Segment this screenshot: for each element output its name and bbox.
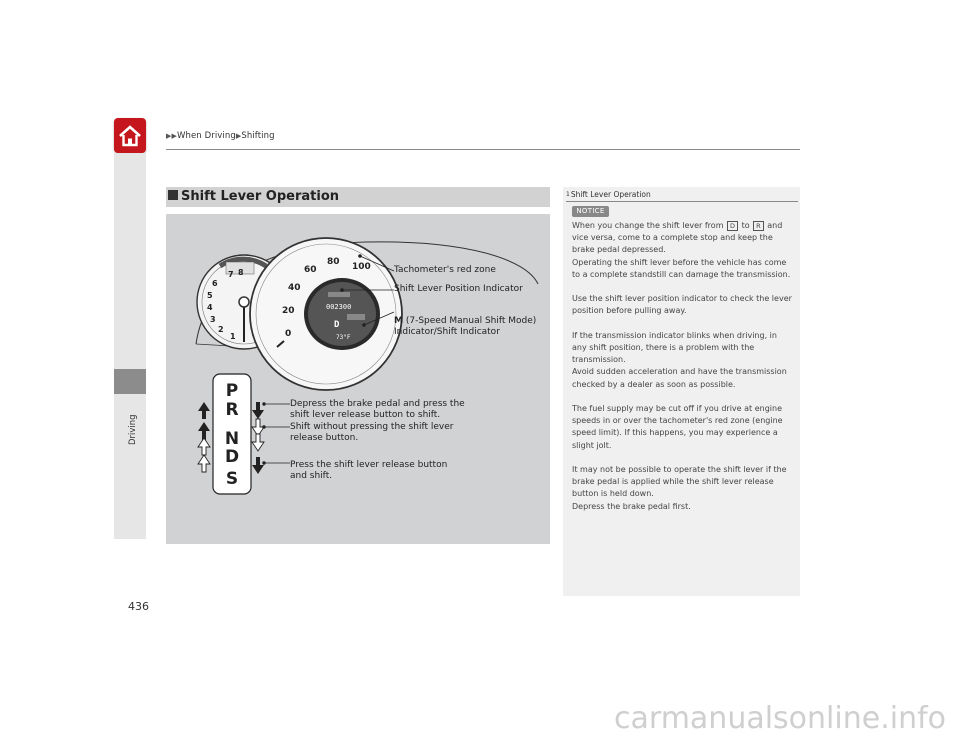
callout-red-zone: Tachometer's red zone [394, 265, 496, 275]
notice-text: and vice versa, come to a complete stop and keep the brake pedal depressed. [572, 221, 783, 255]
shift-arrow-icons-right [252, 402, 264, 474]
notice-paragraph-2: Operating the shift lever before the vehicle has come to a complete standstill can damage the transmission. [572, 257, 791, 279]
speed-number: 60 [304, 265, 317, 275]
gear-letter: D [224, 447, 240, 467]
gear-letter: S [225, 469, 239, 489]
callout-position-indicator: Shift Lever Position Indicator [394, 284, 523, 294]
temperature-readout: 73°F [336, 334, 351, 341]
home-icon [114, 118, 146, 153]
gear-letter: N [224, 429, 240, 449]
tach-number: 1 [230, 332, 236, 341]
notice-text: When you change the shift lever from [572, 221, 727, 230]
tach-number: 6 [212, 279, 218, 288]
speed-number: 0 [285, 329, 292, 339]
odometer-readout: 002300 [326, 303, 352, 311]
section-square-icon [168, 190, 178, 200]
watermark: carmanualsonline.info [614, 701, 946, 736]
side-tab-label[interactable]: Driving [128, 414, 138, 445]
note-text: If the transmission indicator blinks when driving, in any shift position, there is a problem with the transmission. [572, 330, 777, 365]
callout-press-release [290, 460, 447, 482]
header-divider [166, 149, 800, 150]
note-paragraph-4 [572, 464, 794, 513]
notice-badge: NOTICE [572, 206, 609, 217]
callout-line: Shift without pressing the shift lever [290, 422, 454, 432]
breadcrumb-link-when-driving[interactable]: When Driving [176, 131, 236, 141]
key-r: R [753, 221, 764, 231]
note-text: It may not be possible to operate the shift lever if the brake pedal is applied while the shift lever release button is held down. [572, 465, 787, 499]
note-marker-icon: 1 [566, 191, 570, 198]
key-d: D [727, 221, 738, 231]
tach-number: 5 [207, 291, 213, 300]
note-body [572, 220, 794, 525]
note-heading [566, 190, 651, 199]
notice-paragraph [572, 220, 794, 257]
callout-m-text: (7-Speed Manual Shift Mode) [402, 316, 537, 326]
callout-m-indicator [394, 316, 536, 338]
callout-m-text-line2: Indicator/Shift Indicator [394, 327, 500, 337]
callout-line: shift lever release button to shift. [290, 410, 441, 420]
tach-number: 7 [228, 270, 234, 279]
callout-line: Press the shift lever release button [290, 460, 448, 470]
callout-depress-brake [290, 399, 465, 421]
note-paragraph-3: The fuel supply may be cut off if you drive at engine speeds in or over the tachometer's red zone (engine speed limit). If this happens, you may experience a slight jolt. [572, 404, 783, 450]
figure-panel [166, 214, 550, 544]
breadcrumb-arrow-icon: ▶ [235, 132, 242, 140]
side-tab [114, 153, 146, 539]
speed-number: 20 [282, 306, 295, 316]
note-heading-text: Shift Lever Operation [570, 190, 651, 199]
note-text: Avoid sudden acceleration and have the transmission checked by a dealer as soon as possible. [572, 367, 787, 389]
gear-letter: R [225, 400, 239, 420]
note-paragraph-1: Use the shift lever position indicator to check the lever position before pulling away. [572, 294, 792, 316]
breadcrumb-current: Shifting [241, 131, 275, 141]
home-button[interactable] [114, 118, 146, 153]
callout-shift-without [290, 422, 453, 444]
speed-number: 80 [327, 257, 340, 267]
tach-number: 8 [238, 268, 244, 277]
display-gear-readout: D [334, 320, 340, 330]
callout-m-letter: M [394, 316, 403, 326]
side-tab-marker [114, 369, 146, 394]
tach-number: 3 [210, 315, 216, 324]
speed-number: 100 [352, 262, 371, 272]
instrument-cluster-illustration [166, 214, 550, 544]
breadcrumb-arrow-icon: ▶▶ [166, 132, 177, 140]
gear-letter: P [225, 381, 239, 401]
note-divider [566, 201, 798, 202]
section-title [168, 189, 339, 204]
breadcrumb [166, 131, 275, 141]
notice-text: to [739, 221, 753, 230]
callout-line: release button. [290, 433, 359, 443]
speed-number: 40 [288, 283, 301, 293]
callout-line: Depress the brake pedal and press the [290, 399, 465, 409]
callout-line: and shift. [290, 471, 333, 481]
tach-number: 4 [207, 303, 213, 312]
section-title-text: Shift Lever Operation [181, 189, 340, 204]
shift-arrow-icons-left [198, 402, 210, 472]
note-text: Depress the brake pedal first. [572, 501, 691, 511]
tach-number: 2 [218, 325, 224, 334]
page-number: 436 [128, 600, 149, 613]
note-paragraph-2 [572, 330, 794, 391]
